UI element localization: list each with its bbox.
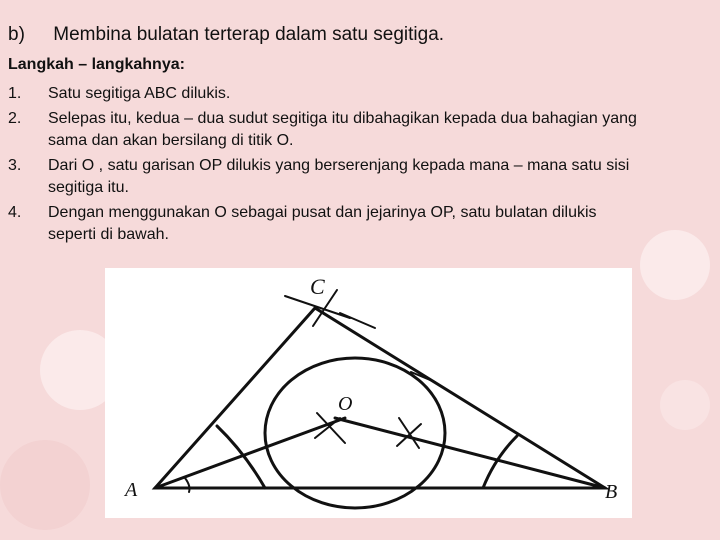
step-number: 3. — [8, 157, 22, 174]
background-blob — [0, 440, 90, 530]
triangle-abc — [155, 308, 605, 488]
list-item — [8, 155, 698, 199]
step-number: 4. — [8, 204, 22, 221]
bisector-a — [155, 418, 345, 488]
label-b: B — [605, 481, 618, 503]
label-o: O — [338, 393, 353, 415]
section-heading — [8, 24, 444, 46]
background-blob — [660, 380, 710, 430]
triangle-figure — [105, 268, 632, 518]
step-text: Satu segitiga ABC dilukis. — [48, 85, 231, 102]
inscribed-circle — [265, 358, 445, 508]
step-number: 2. — [8, 110, 22, 127]
steps-title: Langkah – langkahnya: — [8, 56, 185, 73]
step-number: 1. — [8, 85, 22, 102]
steps-list — [8, 83, 698, 249]
label-a: A — [125, 479, 138, 501]
label-c: C — [310, 274, 325, 299]
list-item — [8, 108, 698, 152]
step-text: Dengan menggunakan O sebagai pusat dan jejarinya OP, satu bulatan dilukis seperti di bawah. — [48, 204, 597, 243]
mark-c — [285, 296, 350, 318]
heading-text: Membina bulatan terterap dalam satu segitiga. — [53, 24, 445, 45]
construction-diagram — [105, 268, 632, 518]
step-text: Selepas itu, kedua – dua sudut segitiga itu dibahagikan kepada dua bahagian yang sama dan akan bersilang di titik O. — [48, 110, 637, 149]
list-item — [8, 202, 698, 246]
list-item — [8, 83, 698, 105]
bisector-b — [335, 418, 605, 488]
arc-a-small — [185, 478, 190, 492]
cross-mark — [399, 418, 419, 448]
heading-number: b) — [8, 24, 25, 45]
step-text: Dari O , satu garisan OP dilukis yang berserenjang kepada mana – mana satu sisi segitiga itu. — [48, 157, 630, 196]
